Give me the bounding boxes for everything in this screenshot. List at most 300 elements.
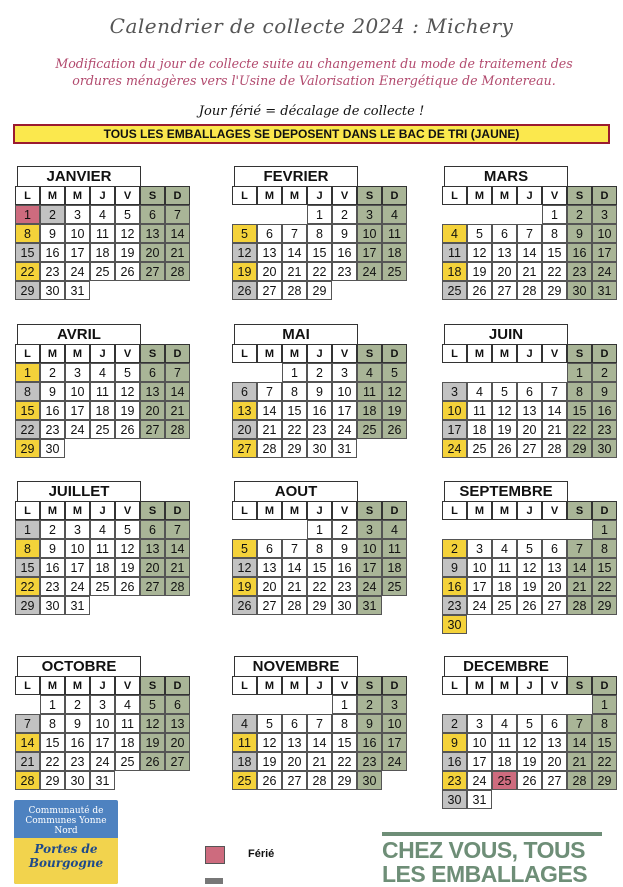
weekday-header: M [257,344,282,363]
day-cell: 3 [90,695,115,714]
day-cell: 21 [282,262,307,281]
day-cell: 24 [357,262,382,281]
community-logo [14,800,118,884]
weekday-header: M [257,186,282,205]
day-cell: 4 [90,520,115,539]
day-cell: 22 [15,577,40,596]
day-cell: 23 [357,752,382,771]
day-cell: 20 [140,558,165,577]
day-cell: 8 [307,539,332,558]
day-cell: 2 [592,363,617,382]
day-cell: 9 [442,733,467,752]
weekday-header: D [382,344,407,363]
day-cell: 26 [140,752,165,771]
empty-cell [257,363,282,382]
day-cell: 1 [592,695,617,714]
day-cell: 15 [332,733,357,752]
day-cell: 25 [382,262,407,281]
day-cell: 20 [517,420,542,439]
day-cell: 19 [115,558,140,577]
weekday-header: L [15,676,40,695]
day-cell: 29 [15,596,40,615]
day-cell: 2 [442,714,467,733]
day-cell: 24 [65,577,90,596]
day-cell: 13 [257,558,282,577]
day-cell: 11 [492,733,517,752]
day-cell: 9 [40,539,65,558]
day-cell: 4 [90,205,115,224]
day-cell: 3 [467,539,492,558]
weekday-header: M [65,501,90,520]
day-cell: 18 [357,401,382,420]
weekday-header: J [90,186,115,205]
weekday-header: M [492,344,517,363]
day-cell: 14 [542,401,567,420]
weekday-header: S [357,344,382,363]
day-cell: 7 [542,382,567,401]
weekday-header: D [165,344,190,363]
weekday-header: S [140,676,165,695]
weekday-header: J [90,344,115,363]
day-cell: 27 [140,577,165,596]
day-cell: 7 [567,539,592,558]
day-cell: 7 [165,363,190,382]
day-cell: 9 [442,558,467,577]
day-cell: 21 [165,558,190,577]
day-cell: 22 [592,577,617,596]
day-cell: 30 [357,771,382,790]
day-cell: 7 [257,382,282,401]
day-cell: 12 [492,401,517,420]
day-cell: 2 [332,520,357,539]
day-cell: 18 [382,243,407,262]
day-cell: 29 [592,596,617,615]
day-cell: 14 [517,243,542,262]
day-cell: 12 [467,243,492,262]
weekday-header: D [592,186,617,205]
day-cell: 10 [467,558,492,577]
day-cell: 27 [140,420,165,439]
day-cell: 12 [517,733,542,752]
day-cell: 1 [15,205,40,224]
day-cell: 30 [40,281,65,300]
weekday-header: M [467,501,492,520]
weekday-header: D [382,186,407,205]
day-cell: 26 [467,281,492,300]
weekday-header: D [592,676,617,695]
day-cell: 29 [592,771,617,790]
weekday-header: J [307,501,332,520]
day-cell: 20 [140,401,165,420]
day-cell: 19 [140,733,165,752]
day-cell: 21 [282,577,307,596]
empty-cell [282,205,307,224]
ferie-legend-swatch [205,846,225,864]
day-cell: 19 [115,243,140,262]
weekday-header: L [232,186,257,205]
day-cell: 20 [282,752,307,771]
day-cell: 13 [140,382,165,401]
empty-cell [467,695,492,714]
weekday-header: M [467,186,492,205]
day-cell: 22 [542,262,567,281]
weekday-header: J [517,344,542,363]
day-cell: 12 [115,539,140,558]
day-cell: 30 [40,439,65,458]
day-cell: 27 [165,752,190,771]
day-cell: 3 [382,695,407,714]
empty-cell [567,520,592,539]
day-cell: 28 [567,596,592,615]
day-cell: 24 [90,752,115,771]
weekday-header: M [467,344,492,363]
day-cell: 6 [542,714,567,733]
day-cell: 26 [115,577,140,596]
slogan-line-1: CHEZ VOUS, TOUS [382,837,585,863]
day-cell: 17 [442,420,467,439]
page-title: Calendrier de collecte 2024 : Michery [109,14,514,38]
day-cell: 6 [542,539,567,558]
day-cell: 23 [592,420,617,439]
day-cell: 13 [140,539,165,558]
day-cell: 8 [592,539,617,558]
day-cell: 16 [442,752,467,771]
day-cell: 31 [65,596,90,615]
weekday-header: M [40,501,65,520]
day-cell: 20 [257,262,282,281]
empty-cell [257,205,282,224]
empty-cell [15,695,40,714]
day-cell: 22 [15,420,40,439]
day-cell: 10 [382,714,407,733]
weekday-header: M [282,501,307,520]
day-cell: 7 [165,205,190,224]
day-cell: 14 [282,243,307,262]
empty-cell [257,695,282,714]
day-cell: 26 [232,281,257,300]
day-cell: 23 [442,596,467,615]
day-cell: 23 [307,420,332,439]
day-cell: 7 [15,714,40,733]
day-cell: 5 [517,714,542,733]
day-cell: 20 [542,752,567,771]
empty-cell [492,205,517,224]
day-cell: 17 [382,733,407,752]
month-title: SEPTEMBRE [444,481,568,501]
day-cell: 20 [140,243,165,262]
day-cell: 12 [232,558,257,577]
weekday-header: V [332,676,357,695]
empty-cell [442,205,467,224]
weekday-header: L [232,501,257,520]
day-cell: 22 [592,752,617,771]
weekday-header: L [232,676,257,695]
day-cell: 27 [257,596,282,615]
month-title: MARS [444,166,568,186]
day-cell: 3 [65,363,90,382]
day-cell: 21 [517,262,542,281]
weekday-header: J [90,676,115,695]
day-cell: 3 [332,363,357,382]
empty-cell [232,363,257,382]
weekday-header: M [282,186,307,205]
day-cell: 5 [232,539,257,558]
day-cell: 4 [492,714,517,733]
weekday-header: M [257,676,282,695]
slogan [382,832,602,886]
day-cell: 21 [15,752,40,771]
day-cell: 26 [517,596,542,615]
day-cell: 25 [90,262,115,281]
day-cell: 2 [40,363,65,382]
day-cell: 28 [307,771,332,790]
month-day-grid [442,344,617,458]
day-cell: 1 [567,363,592,382]
day-cell: 30 [332,596,357,615]
day-cell: 22 [307,262,332,281]
day-cell: 6 [140,205,165,224]
day-cell: 17 [467,752,492,771]
month-day-grid [232,186,407,300]
day-cell: 11 [115,714,140,733]
day-cell: 29 [15,439,40,458]
day-cell: 6 [140,363,165,382]
day-cell: 9 [332,224,357,243]
weekday-header: M [65,186,90,205]
day-cell: 1 [307,520,332,539]
empty-cell [307,695,332,714]
weekday-header: V [332,344,357,363]
weekday-header: V [115,501,140,520]
subtitle-line-1: Modification du jour de collecte suite au changement du mode de traitement des [55,56,573,71]
month-day-grid [232,676,407,790]
day-cell: 20 [165,733,190,752]
day-cell: 2 [332,205,357,224]
day-cell: 8 [15,224,40,243]
weekday-header: D [165,501,190,520]
day-cell: 5 [232,224,257,243]
day-cell: 25 [115,752,140,771]
day-cell: 2 [307,363,332,382]
day-cell: 1 [15,520,40,539]
day-cell: 8 [332,714,357,733]
weekday-header: J [307,344,332,363]
weekday-header: M [282,344,307,363]
day-cell: 16 [307,401,332,420]
day-cell: 23 [567,262,592,281]
day-cell: 3 [442,382,467,401]
day-cell: 26 [382,420,407,439]
day-cell: 12 [140,714,165,733]
day-cell: 15 [567,401,592,420]
day-cell: 21 [165,243,190,262]
day-cell: 29 [307,281,332,300]
day-cell: 31 [592,281,617,300]
weekday-header: J [517,186,542,205]
day-cell: 11 [492,558,517,577]
day-cell: 26 [115,420,140,439]
day-cell: 21 [567,752,592,771]
day-cell: 8 [40,714,65,733]
day-cell: 16 [442,577,467,596]
day-cell: 5 [382,363,407,382]
day-cell: 27 [282,771,307,790]
empty-cell [282,520,307,539]
logo-line-1: Communauté de Communes Yonne Nord [25,806,107,836]
weekday-header: L [15,344,40,363]
day-cell: 16 [40,558,65,577]
day-cell: 1 [15,363,40,382]
weekday-header: V [542,676,567,695]
day-cell: 25 [357,420,382,439]
day-cell: 8 [307,224,332,243]
empty-cell [232,695,257,714]
day-cell: 15 [592,558,617,577]
day-cell: 4 [492,539,517,558]
day-cell: 30 [307,439,332,458]
day-cell: 6 [257,224,282,243]
empty-cell [257,520,282,539]
day-cell: 30 [442,615,467,634]
day-cell: 17 [332,401,357,420]
month-day-grid [442,501,617,634]
day-cell: 31 [65,281,90,300]
day-cell: 3 [357,520,382,539]
day-cell: 22 [282,420,307,439]
day-cell: 7 [307,714,332,733]
month-title: AVRIL [17,324,141,344]
empty-cell [232,520,257,539]
day-cell: 9 [307,382,332,401]
weekday-header: V [332,501,357,520]
day-cell: 8 [542,224,567,243]
day-cell: 16 [567,243,592,262]
day-cell: 4 [232,714,257,733]
day-cell: 19 [492,420,517,439]
day-cell: 7 [517,224,542,243]
weekday-header: V [115,344,140,363]
day-cell: 1 [40,695,65,714]
day-cell: 18 [492,577,517,596]
day-cell: 25 [90,577,115,596]
day-cell: 26 [232,596,257,615]
day-cell: 11 [90,382,115,401]
empty-cell [542,695,567,714]
weekday-header: M [492,501,517,520]
weekday-header: D [592,344,617,363]
month-title: MAI [234,324,358,344]
day-cell: 25 [492,596,517,615]
day-cell: 25 [90,420,115,439]
day-cell: 18 [115,733,140,752]
day-cell: 21 [567,577,592,596]
day-cell: 24 [442,439,467,458]
day-cell: 5 [115,363,140,382]
empty-cell [542,520,567,539]
weekday-header: L [232,344,257,363]
day-cell: 3 [65,205,90,224]
day-cell: 1 [307,205,332,224]
legend-swatch-2 [205,878,223,884]
day-cell: 28 [257,439,282,458]
day-cell: 24 [65,420,90,439]
day-cell: 16 [592,401,617,420]
day-cell: 30 [442,790,467,809]
day-cell: 2 [65,695,90,714]
day-cell: 1 [282,363,307,382]
day-cell: 23 [332,577,357,596]
day-cell: 15 [542,243,567,262]
day-cell: 19 [232,262,257,281]
day-cell: 23 [332,262,357,281]
day-cell: 14 [165,539,190,558]
weekday-header: M [40,676,65,695]
day-cell: 19 [382,401,407,420]
empty-cell [542,363,567,382]
empty-cell [442,363,467,382]
month-day-grid [442,186,617,300]
day-cell: 9 [40,382,65,401]
day-cell: 6 [517,382,542,401]
day-cell: 10 [592,224,617,243]
day-cell: 26 [257,771,282,790]
slogan-line-2: LES EMBALLAGES [382,861,588,887]
weekday-header: S [140,186,165,205]
month-title: JANVIER [17,166,141,186]
empty-cell [517,695,542,714]
month-day-grid [15,344,190,458]
weekday-header: V [542,344,567,363]
day-cell: 9 [65,714,90,733]
day-cell: 8 [15,539,40,558]
day-cell: 11 [382,224,407,243]
empty-cell [517,363,542,382]
day-cell: 23 [40,262,65,281]
day-cell: 24 [467,596,492,615]
day-cell: 6 [282,714,307,733]
day-cell: 15 [307,243,332,262]
day-cell: 2 [567,205,592,224]
day-cell: 28 [517,281,542,300]
empty-cell [517,520,542,539]
logo-line-2: Portes de Bourgogne [28,842,104,870]
day-cell: 29 [332,771,357,790]
day-cell: 29 [40,771,65,790]
day-cell: 16 [65,733,90,752]
weekday-header: M [65,344,90,363]
month-title: NOVEMBRE [234,656,358,676]
day-cell: 6 [165,695,190,714]
day-cell: 17 [65,243,90,262]
day-cell: 14 [567,733,592,752]
day-cell: 17 [467,577,492,596]
day-cell: 4 [357,363,382,382]
day-cell: 21 [257,420,282,439]
day-cell: 20 [232,420,257,439]
day-cell: 6 [140,520,165,539]
day-cell: 16 [357,733,382,752]
day-cell: 1 [592,520,617,539]
day-cell: 12 [382,382,407,401]
weekday-header: V [332,186,357,205]
day-cell: 6 [257,539,282,558]
day-cell: 5 [140,695,165,714]
weekday-header: S [567,501,592,520]
day-cell: 24 [357,577,382,596]
day-cell: 11 [467,401,492,420]
day-cell: 17 [592,243,617,262]
day-cell: 30 [592,439,617,458]
